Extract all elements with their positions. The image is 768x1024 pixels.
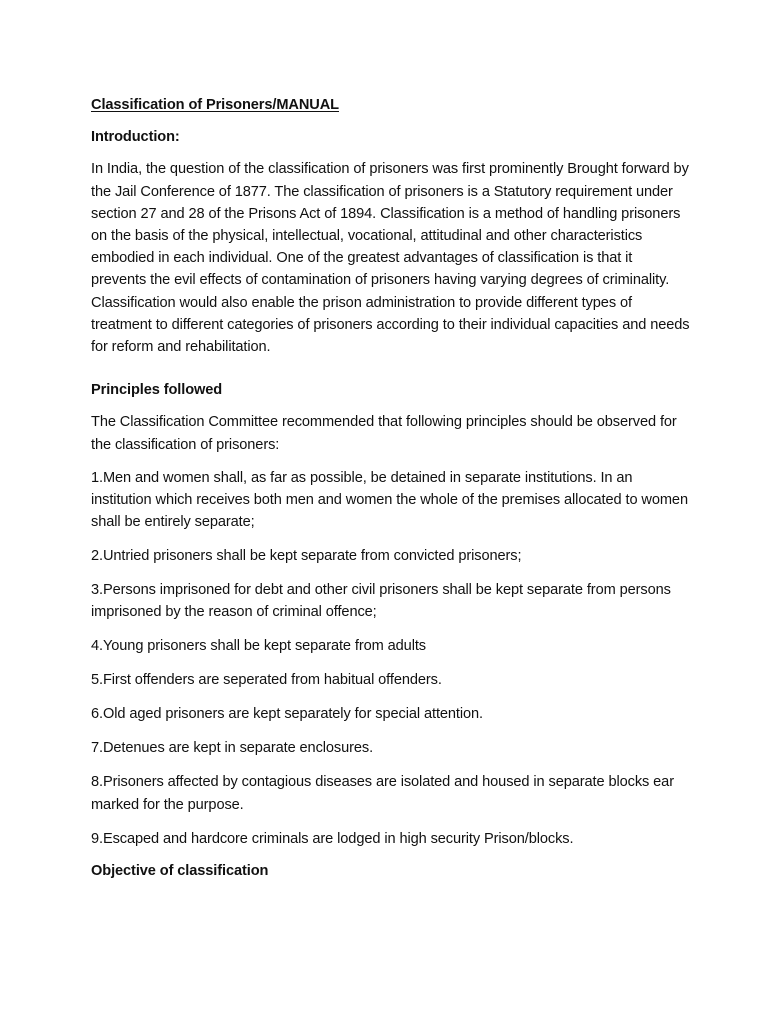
introduction-heading: Introduction:: [91, 129, 180, 146]
principle-item-8: 8.Prisoners affected by contagious diseases are isolated and housed in separate blocks ear marked for the purpose.: [91, 774, 674, 813]
principle-item-1: 1.Men and women shall, as far as possible, be detained in separate institutions. In an institution which receives both men and women the whole of the premises allocated to women shall be entirely separate;: [91, 469, 688, 531]
principle-item-6: 6.Old aged prisoners are kept separately for special attention.: [91, 706, 484, 723]
document-title: Classification of Prisoners/MANUAL: [91, 97, 339, 113]
principle-item-3: 3.Persons imprisoned for debt and other civil prisoners shall be kept separate from persons imprisoned by the reason of criminal offence;: [91, 582, 671, 621]
principles-heading: Principles followed: [91, 382, 223, 399]
document-body: [91, 94, 691, 892]
principles-list: [91, 467, 691, 850]
objective-heading: Objective of classification: [91, 862, 269, 879]
principle-item-5: 5.First offenders are seperated from habitual offenders.: [91, 672, 442, 689]
principle-item-9: 9.Escaped and hardcore criminals are lodged in high security Prison/blocks.: [91, 830, 574, 847]
principles-intro-paragraph: The Classification Committee recommended that following principles should be observed for the classification of prisoners:: [91, 414, 677, 453]
principle-item-7: 7.Detenues are kept in separate enclosures.: [91, 740, 374, 757]
introduction-paragraph: In India, the question of the classification of prisoners was first prominently Brought forward by the Jail Conference of 1877. The classification of prisoners is a Statutory requirement under section 27 and 28 of the Prisons Act of 1894. Classification is a method of handling prisoners on the basis of the physical, intellectual, vocational, attitudinal and other characteristics embodied in each individual. One of the greatest advantages of classification is that it prevents the evil effects of contamination of prisoners having varying degrees of criminality. Classification would also enable the prison administration to provide different types of treatment to different categories of prisoners according to their individual capacities and needs for reform and rehabilitation.: [91, 161, 690, 356]
principle-item-4: 4.Young prisoners shall be kept separate from adults: [91, 638, 426, 655]
principle-item-2: 2.Untried prisoners shall be kept separate from convicted prisoners;: [91, 548, 522, 565]
